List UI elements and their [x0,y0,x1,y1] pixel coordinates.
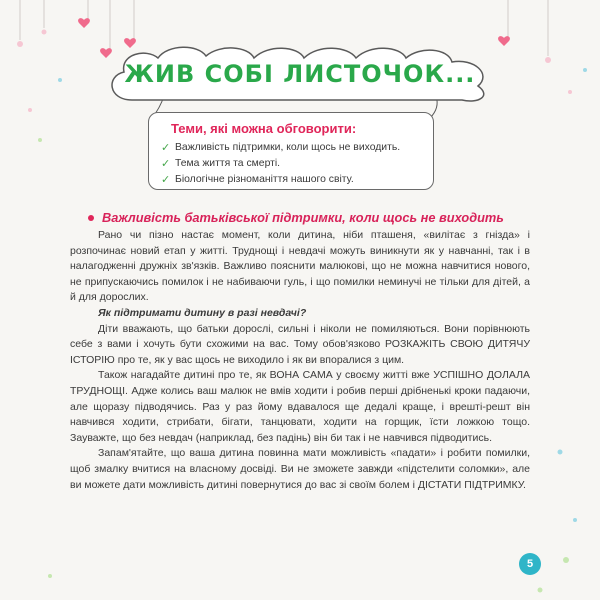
question-heading: Як підтримати дитину в разі невдачі? [98,306,307,319]
page-title: ЖИВ СОБІ ЛИСТОЧОК... [124,60,476,88]
topic-text: Важливість підтримки, коли щось не виходить. [175,142,401,153]
body-text [70,228,530,493]
paragraph: Діти вважають, що батьки дорослі, сильні і ніколи не помиляються. Вони порівнюють себе з вами і хочуть бути схожими на вас. Тому обов'язково РОЗКАЖІТЬ СВОЮ ДИТЯЧУ ІСТОРІЮ про те, як у вас щось не виходило і як ви впоралися з цим. [70,322,530,366]
paragraph: Також нагадайте дитині про те, як ВОНА САМА у своєму житті вже УСПІШНО ДОЛАЛА ТРУДНОЩІ. Адже колись ваш малюк не вмів ходити і робив перші дрібненькі кроки падаючи, але щоразу підводячись. Раз у раз йому вдавалося ще дедалі краще, і врешті-решт він навчився ходити, стрибати, бігати, танцювати, ходити на горщик, їсти ложкою тощо. Зауважте, що без невдач (наприклад, без падінь) він би так і не навчився підводитись. [70,369,530,444]
paragraph: Запам'ятайте, що ваша дитина повинна мати можливість «падати» і робити помилки, щоб змалку вчитися на власному досвіді. Ви не зможете завжди «підстелити соломки», але ви можете дати можливість дитині повернутися до вас зі своїм болем і ДІСТАТИ ПІДТРИМКУ. [70,447,530,491]
list-item [161,140,421,156]
check-icon: ✓ [161,158,171,170]
check-icon: ✓ [161,174,171,186]
topic-text: Тема життя та смерті. [175,158,281,169]
topics-box [148,112,434,190]
topics-heading: Теми, які можна обговорити: [171,121,357,136]
bullet-icon [88,215,94,221]
check-icon: ✓ [161,142,171,154]
topics-list [161,140,421,188]
section-heading-text: Важливість батьківської підтримки, коли щось не виходить [102,210,504,225]
list-item [161,172,421,188]
paragraph: Рано чи пізно настає момент, коли дитина, ніби пташеня, «вилітає з гнізда» і розпочинає новий етап у житті. Труднощі і невдачі можуть виникнути як у навчанні, так і в налагодженні дружніх зв'язків. Важливо пояснити малюкові, що не можна навчитися нового, не припускаючись помилок і не набиваючи гуль, і що помилки неминучі не тільки для дітей, а й для дорослих. [70,229,530,304]
topic-text: Біологічне різноманіття нашого світу. [175,174,354,185]
page-number: 5 [519,553,541,575]
list-item [161,156,421,172]
section-heading [88,210,504,225]
title-cloud [102,40,498,108]
